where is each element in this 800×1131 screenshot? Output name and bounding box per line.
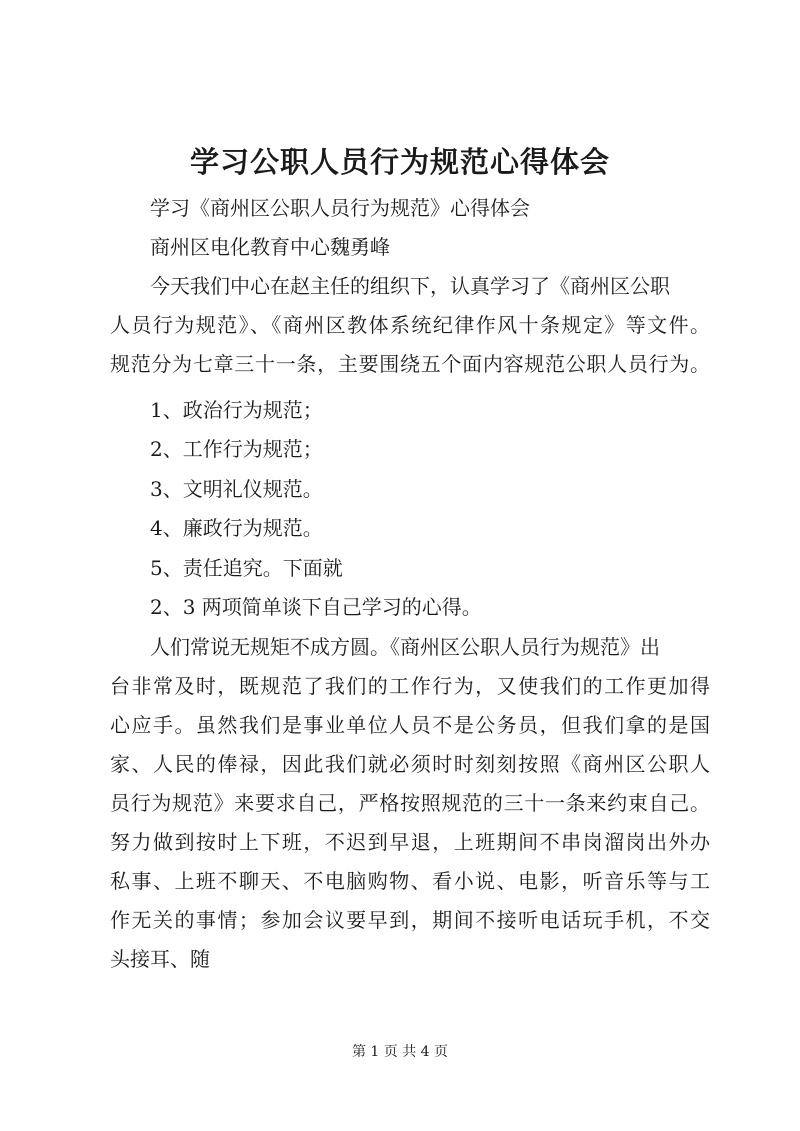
list-item: 3、文明礼仪规范。 (150, 477, 323, 501)
subtitle-line: 学习《商州区公职人员行为规范》心得体会 (150, 196, 530, 220)
paragraph-line: 心应手。虽然我们是事业单位人员不是公务员，但我们拿的是国 (110, 713, 710, 737)
paragraph-line: 人们常说无规矩不成方圆。《商州区公职人员行为规范》出 (150, 635, 660, 659)
paragraph-line: 家、人民的俸禄，因此我们就必须时时刻刻按照《商州区公职人 (110, 752, 710, 776)
list-item: 1、政治行为规范； (150, 398, 323, 422)
paragraph-line: 今天我们中心在赵主任的组织下，认真学习了《商州区公职 (150, 274, 670, 298)
paragraph-line: 台非常及时，既规范了我们的工作行为，又使我们的工作更加得 (110, 674, 710, 698)
paragraph-line: 规范分为七章三十一条，主要围绕五个面内容规范公职人员行为。 (110, 352, 710, 376)
author-line: 商州区电化教育中心魏勇峰 (150, 235, 390, 259)
paragraph-line: 作无关的事情；参加会议要早到，期间不接听电话玩手机，不交 (110, 908, 710, 932)
paragraph-line: 努力做到按时上下班，不迟到早退，上班期间不串岗溜岗出外办 (110, 830, 710, 854)
page-number: 第 1 页 共 4 页 (351, 1044, 449, 1060)
paragraph-line: 私事、上班不聊天、不电脑购物、看小说、电影，听音乐等与工 (110, 869, 710, 893)
list-item: 5、责任追究。下面就 (150, 556, 343, 580)
list-item: 4、廉政行为规范。 (150, 516, 323, 540)
list-item: 2、工作行为规范； (150, 437, 323, 461)
paragraph-line: 头接耳、随 (110, 947, 210, 971)
list-item: 2、3 两项简单谈下自己学习的心得。 (150, 595, 482, 619)
paragraph-line: 员行为规范》来要求自己，严格按照规范的三十一条来约束自己。 (110, 791, 710, 815)
document-title: 学习公职人员行为规范心得体会 (189, 145, 610, 179)
paragraph-line: 人员行为规范》、《商州区教体系统纪律作风十条规定》等文件。 (110, 313, 710, 337)
